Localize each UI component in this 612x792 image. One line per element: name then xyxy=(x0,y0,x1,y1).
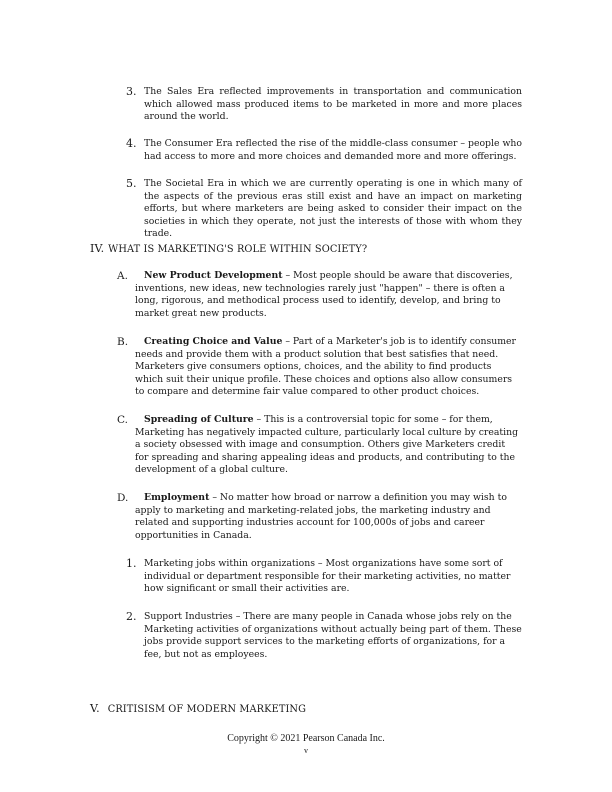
list-item-text xyxy=(135,270,521,320)
list-item-text xyxy=(135,336,521,399)
list-letter: B. xyxy=(117,336,129,348)
section-numeral: IV. xyxy=(90,242,105,255)
item-body: – This is a controversial topic for some – for them, Marketing has negatively impacted culture, particularly local culture by creating a society obsessed with image and consumption. Others give Marketers credit for spreading and sharing appealing ideas and products, and contributing to the development of a global culture. xyxy=(135,414,519,476)
item-body: – Most people should be aware that discoveries, inventions, new ideas, new technologies rarely just "happen" – there is often a long, rigorous, and methodical process used to identify, develop, and bring to market great new products. xyxy=(135,270,513,319)
list-item-text: The Societal Era in which we are currently operating is one in which many of the aspects of the previous eras still exist and have an impact on marketing efforts, but where marketers are being asked to consider their impact on the societies in which they operate, not just the interests of those with whom they trade. xyxy=(144,178,522,240)
item-lead: Spreading of Culture xyxy=(144,414,254,425)
item-lead: New Product Development xyxy=(144,270,283,281)
item-body: – No matter how broad or narrow a definition you may wish to apply to marketing and marketing-related jobs, the marketing industry and related and supporting industries account for 100,000s of jobs and career opportunities in Canada. xyxy=(135,492,507,541)
item-body: – Part of a Marketer's job is to identify consumer needs and provide them with a product solution that best satisfies that need. Marketers give consumers options, choices, and the ability to find products which suit their unique profile. These choices and options also allow consumers to compare and determine fair value compared to other product choices. xyxy=(135,336,517,398)
list-item-text xyxy=(135,414,521,477)
section-title: CRITISISM OF MODERN MARKETING xyxy=(107,704,307,715)
section-numeral: V. xyxy=(90,702,100,715)
section-heading xyxy=(90,242,367,255)
copyright-footer: Copyright © 2021 Pearson Canada Inc. xyxy=(227,733,385,744)
list-letter: A. xyxy=(117,270,128,282)
section-title: WHAT IS MARKETING'S ROLE WITHIN SOCIETY? xyxy=(108,244,368,255)
list-number: 3. xyxy=(126,85,137,98)
item-lead: Creating Choice and Value xyxy=(144,336,283,347)
list-number: 1. xyxy=(126,557,137,570)
list-number: 4. xyxy=(126,137,137,150)
list-item-text: Marketing jobs within organizations – Most organizations have some sort of individual or department responsible for their marketing activities, no matter how significant or small their activities are. xyxy=(144,558,511,595)
list-number: 2. xyxy=(126,610,137,623)
list-item-text: The Sales Era reflected improvements in transportation and communication which allowed mass produced items to be marketed in more and more places around the world. xyxy=(144,86,522,123)
list-item-text: Support Industries – There are many people in Canada whose jobs rely on the Marketing activities of organizations without actually being part of them. These jobs provide support services to the marketing efforts of organizations, for a fee, but not as employees. xyxy=(144,611,522,660)
list-item-text: The Consumer Era reflected the rise of the middle-class consumer – people who had access to more and more choices and demanded more and more offerings. xyxy=(144,138,522,162)
list-letter: C. xyxy=(117,414,128,426)
section-heading xyxy=(90,702,306,715)
list-letter: D. xyxy=(117,492,129,504)
item-lead: Employment xyxy=(144,492,210,503)
page-number: v xyxy=(304,746,308,755)
list-number: 5. xyxy=(126,177,137,190)
list-item-text xyxy=(135,492,521,542)
